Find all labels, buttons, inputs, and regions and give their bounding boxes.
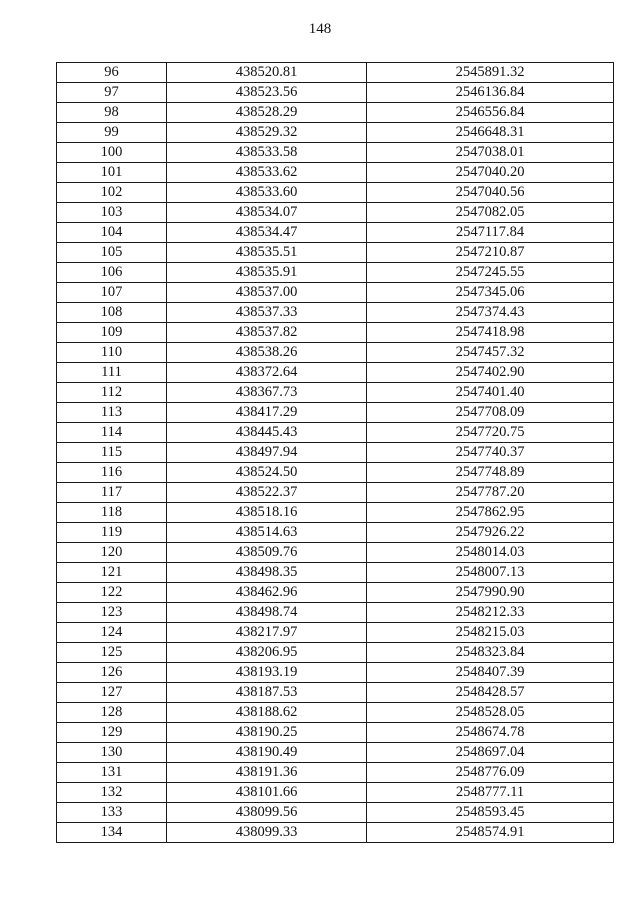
table-row xyxy=(57,163,614,183)
point-number-cell: 107 xyxy=(57,283,167,303)
table-row xyxy=(57,283,614,303)
y-coordinate-cell: 2547040.56 xyxy=(367,183,614,203)
table-row xyxy=(57,383,614,403)
x-coordinate-cell: 438528.29 xyxy=(167,103,367,123)
y-coordinate-cell: 2548014.03 xyxy=(367,543,614,563)
y-coordinate-cell: 2548776.09 xyxy=(367,763,614,783)
point-number-cell: 96 xyxy=(57,63,167,83)
y-coordinate-cell: 2547401.40 xyxy=(367,383,614,403)
point-number-cell: 121 xyxy=(57,563,167,583)
x-coordinate-cell: 438206.95 xyxy=(167,643,367,663)
table-row xyxy=(57,783,614,803)
y-coordinate-cell: 2547740.37 xyxy=(367,443,614,463)
point-number-cell: 101 xyxy=(57,163,167,183)
point-number-cell: 112 xyxy=(57,383,167,403)
x-coordinate-cell: 438498.35 xyxy=(167,563,367,583)
point-number-cell: 124 xyxy=(57,623,167,643)
table-row xyxy=(57,443,614,463)
x-coordinate-cell: 438509.76 xyxy=(167,543,367,563)
point-number-cell: 118 xyxy=(57,503,167,523)
y-coordinate-cell: 2547787.20 xyxy=(367,483,614,503)
x-coordinate-cell: 438537.33 xyxy=(167,303,367,323)
x-coordinate-cell: 438188.62 xyxy=(167,703,367,723)
point-number-cell: 117 xyxy=(57,483,167,503)
table-row xyxy=(57,743,614,763)
y-coordinate-cell: 2548574.91 xyxy=(367,823,614,843)
y-coordinate-cell: 2548428.57 xyxy=(367,683,614,703)
x-coordinate-cell: 438217.97 xyxy=(167,623,367,643)
table-row xyxy=(57,583,614,603)
point-number-cell: 102 xyxy=(57,183,167,203)
point-number-cell: 116 xyxy=(57,463,167,483)
table-row xyxy=(57,223,614,243)
y-coordinate-cell: 2547748.89 xyxy=(367,463,614,483)
point-number-cell: 109 xyxy=(57,323,167,343)
y-coordinate-cell: 2547082.05 xyxy=(367,203,614,223)
x-coordinate-cell: 438522.37 xyxy=(167,483,367,503)
point-number-cell: 97 xyxy=(57,83,167,103)
table-row xyxy=(57,183,614,203)
y-coordinate-cell: 2547457.32 xyxy=(367,343,614,363)
x-coordinate-cell: 438372.64 xyxy=(167,363,367,383)
table-row xyxy=(57,823,614,843)
x-coordinate-cell: 438190.49 xyxy=(167,743,367,763)
point-number-cell: 100 xyxy=(57,143,167,163)
y-coordinate-cell: 2547038.01 xyxy=(367,143,614,163)
table-row xyxy=(57,243,614,263)
table-row xyxy=(57,803,614,823)
table-row xyxy=(57,643,614,663)
point-number-cell: 105 xyxy=(57,243,167,263)
table-row xyxy=(57,703,614,723)
point-number-cell: 122 xyxy=(57,583,167,603)
x-coordinate-cell: 438535.51 xyxy=(167,243,367,263)
y-coordinate-cell: 2547862.95 xyxy=(367,503,614,523)
point-number-cell: 131 xyxy=(57,763,167,783)
y-coordinate-cell: 2547374.43 xyxy=(367,303,614,323)
x-coordinate-cell: 438462.96 xyxy=(167,583,367,603)
x-coordinate-cell: 438367.73 xyxy=(167,383,367,403)
point-number-cell: 98 xyxy=(57,103,167,123)
coordinates-table-body xyxy=(57,63,614,843)
y-coordinate-cell: 2547708.09 xyxy=(367,403,614,423)
point-number-cell: 130 xyxy=(57,743,167,763)
table-row xyxy=(57,323,614,343)
x-coordinate-cell: 438099.56 xyxy=(167,803,367,823)
point-number-cell: 104 xyxy=(57,223,167,243)
table-row xyxy=(57,103,614,123)
page-number: 148 xyxy=(308,21,332,37)
table-row xyxy=(57,263,614,283)
table-row xyxy=(57,83,614,103)
table-row xyxy=(57,563,614,583)
table-row xyxy=(57,123,614,143)
y-coordinate-cell: 2547720.75 xyxy=(367,423,614,443)
y-coordinate-cell: 2548777.11 xyxy=(367,783,614,803)
point-number-cell: 132 xyxy=(57,783,167,803)
x-coordinate-cell: 438417.29 xyxy=(167,403,367,423)
table-row xyxy=(57,683,614,703)
point-number-cell: 125 xyxy=(57,643,167,663)
x-coordinate-cell: 438099.33 xyxy=(167,823,367,843)
x-coordinate-cell: 438514.63 xyxy=(167,523,367,543)
table-row xyxy=(57,603,614,623)
x-coordinate-cell: 438537.00 xyxy=(167,283,367,303)
y-coordinate-cell: 2548407.39 xyxy=(367,663,614,683)
table-row xyxy=(57,623,614,643)
x-coordinate-cell: 438538.26 xyxy=(167,343,367,363)
point-number-cell: 127 xyxy=(57,683,167,703)
table-row xyxy=(57,523,614,543)
table-row xyxy=(57,543,614,563)
point-number-cell: 123 xyxy=(57,603,167,623)
x-coordinate-cell: 438533.58 xyxy=(167,143,367,163)
x-coordinate-cell: 438190.25 xyxy=(167,723,367,743)
y-coordinate-cell: 2547245.55 xyxy=(367,263,614,283)
y-coordinate-cell: 2548212.33 xyxy=(367,603,614,623)
x-coordinate-cell: 438445.43 xyxy=(167,423,367,443)
point-number-cell: 113 xyxy=(57,403,167,423)
x-coordinate-cell: 438537.82 xyxy=(167,323,367,343)
table-row xyxy=(57,763,614,783)
x-coordinate-cell: 438101.66 xyxy=(167,783,367,803)
y-coordinate-cell: 2548528.05 xyxy=(367,703,614,723)
x-coordinate-cell: 438533.60 xyxy=(167,183,367,203)
x-coordinate-cell: 438193.19 xyxy=(167,663,367,683)
y-coordinate-cell: 2546648.31 xyxy=(367,123,614,143)
table-row xyxy=(57,463,614,483)
x-coordinate-cell: 438533.62 xyxy=(167,163,367,183)
y-coordinate-cell: 2548215.03 xyxy=(367,623,614,643)
y-coordinate-cell: 2548697.04 xyxy=(367,743,614,763)
y-coordinate-cell: 2548323.84 xyxy=(367,643,614,663)
x-coordinate-cell: 438187.53 xyxy=(167,683,367,703)
point-number-cell: 111 xyxy=(57,363,167,383)
table-row xyxy=(57,303,614,323)
point-number-cell: 129 xyxy=(57,723,167,743)
y-coordinate-cell: 2546136.84 xyxy=(367,83,614,103)
x-coordinate-cell: 438523.56 xyxy=(167,83,367,103)
table-row xyxy=(57,363,614,383)
y-coordinate-cell: 2548674.78 xyxy=(367,723,614,743)
x-coordinate-cell: 438520.81 xyxy=(167,63,367,83)
point-number-cell: 133 xyxy=(57,803,167,823)
y-coordinate-cell: 2547117.84 xyxy=(367,223,614,243)
point-number-cell: 128 xyxy=(57,703,167,723)
table-row xyxy=(57,423,614,443)
point-number-cell: 119 xyxy=(57,523,167,543)
x-coordinate-cell: 438191.36 xyxy=(167,763,367,783)
x-coordinate-cell: 438534.47 xyxy=(167,223,367,243)
table-row xyxy=(57,503,614,523)
table-row xyxy=(57,143,614,163)
point-number-cell: 106 xyxy=(57,263,167,283)
point-number-cell: 134 xyxy=(57,823,167,843)
y-coordinate-cell: 2547402.90 xyxy=(367,363,614,383)
table-row xyxy=(57,403,614,423)
x-coordinate-cell: 438535.91 xyxy=(167,263,367,283)
table-row xyxy=(57,723,614,743)
y-coordinate-cell: 2547040.20 xyxy=(367,163,614,183)
point-number-cell: 120 xyxy=(57,543,167,563)
x-coordinate-cell: 438518.16 xyxy=(167,503,367,523)
y-coordinate-cell: 2548007.13 xyxy=(367,563,614,583)
y-coordinate-cell: 2548593.45 xyxy=(367,803,614,823)
y-coordinate-cell: 2547990.90 xyxy=(367,583,614,603)
y-coordinate-cell: 2547926.22 xyxy=(367,523,614,543)
y-coordinate-cell: 2546556.84 xyxy=(367,103,614,123)
point-number-cell: 103 xyxy=(57,203,167,223)
point-number-cell: 126 xyxy=(57,663,167,683)
x-coordinate-cell: 438497.94 xyxy=(167,443,367,463)
coordinates-table xyxy=(56,62,614,843)
y-coordinate-cell: 2547345.06 xyxy=(367,283,614,303)
x-coordinate-cell: 438534.07 xyxy=(167,203,367,223)
table-row xyxy=(57,663,614,683)
point-number-cell: 99 xyxy=(57,123,167,143)
point-number-cell: 114 xyxy=(57,423,167,443)
x-coordinate-cell: 438498.74 xyxy=(167,603,367,623)
y-coordinate-cell: 2547418.98 xyxy=(367,323,614,343)
y-coordinate-cell: 2545891.32 xyxy=(367,63,614,83)
x-coordinate-cell: 438524.50 xyxy=(167,463,367,483)
table-row xyxy=(57,203,614,223)
table-row xyxy=(57,483,614,503)
point-number-cell: 108 xyxy=(57,303,167,323)
y-coordinate-cell: 2547210.87 xyxy=(367,243,614,263)
table-row xyxy=(57,63,614,83)
table-row xyxy=(57,343,614,363)
point-number-cell: 110 xyxy=(57,343,167,363)
x-coordinate-cell: 438529.32 xyxy=(167,123,367,143)
point-number-cell: 115 xyxy=(57,443,167,463)
